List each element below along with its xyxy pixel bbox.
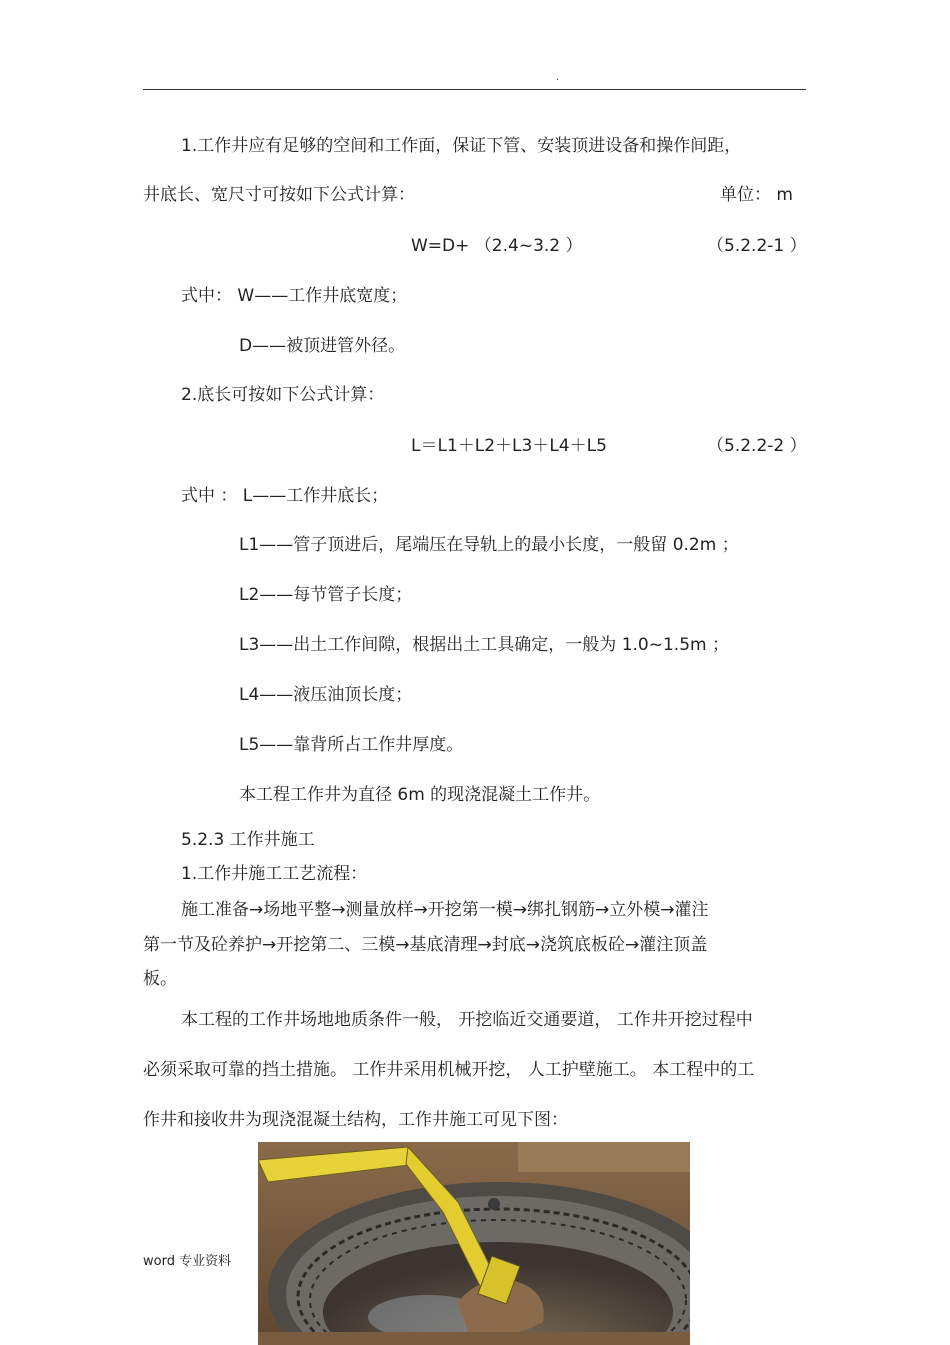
- paragraph-line: 本工程的工作井场地地质条件一般， 开挖临近交通要道， 工作井开挖过程中: [181, 1010, 753, 1030]
- paragraph-line: 本工程工作井为直径 6m 的现浇混凝土工作井。: [239, 785, 601, 805]
- paragraph-line: 必须采取可靠的挡土措施。 工作井采用机械开挖， 人工护壁施工。 本工程中的工: [143, 1060, 755, 1080]
- flow-line: 第一节及砼养护→开挖第二、三模→基底清理→封底→浇筑底板砼→灌注顶盖: [143, 935, 708, 955]
- section-heading: 5.2.3 工作井施工: [181, 830, 315, 850]
- definition-line: 式中： W——工作井底宽度；: [181, 286, 408, 306]
- formula-1-number: （5.2.2-1 ）: [707, 236, 807, 256]
- definition-line: L5——靠背所占工作井厚度。: [239, 735, 464, 755]
- definition-line: D——被顶进管外径。: [239, 336, 406, 356]
- flow-line: 板。: [143, 969, 177, 989]
- header-mark: .: [556, 72, 560, 83]
- definition-line: L3——出土工作间隙，根据出土工具确定，一般为 1.0~1.5m ；: [239, 635, 729, 655]
- paragraph-line: 作井和接收井为现浇混凝土结构，工作井施工可见下图：: [143, 1110, 568, 1130]
- flow-line: 施工准备→场地平整→测量放样→开挖第一模→绑扎钢筋→立外模→灌注: [181, 900, 709, 920]
- header-rule: [143, 89, 806, 90]
- definition-line: 式中 ： L——工作井底长；: [181, 486, 389, 506]
- paragraph-line: 2.底长可按如下公式计算：: [181, 385, 385, 405]
- paragraph-line: 井底长、宽尺寸可按如下公式计算：: [143, 185, 415, 205]
- paragraph-line: 1.工作井施工工艺流程：: [181, 864, 368, 884]
- definition-line: L1——管子顶进后，尾端压在导轨上的最小长度，一般留 0.2m ；: [239, 535, 739, 555]
- definition-line: L4——液压油顶长度；: [239, 685, 413, 705]
- page-footer: word 专业资料: [143, 1254, 232, 1269]
- formula-2-number: （5.2.2-2 ）: [707, 436, 807, 456]
- unit-label: 单位： m: [720, 185, 793, 205]
- paragraph-line: 1.工作井应有足够的空间和工作面，保证下管、安装顶进设备和操作间距，: [181, 136, 742, 156]
- definition-line: L2——每节管子长度；: [239, 585, 413, 605]
- formula-2: L＝L1＋L2＋L3＋L4＋L5: [411, 436, 607, 456]
- formula-1: W=D+ （2.4~3.2 ）: [411, 236, 583, 256]
- construction-photo: [258, 1142, 690, 1345]
